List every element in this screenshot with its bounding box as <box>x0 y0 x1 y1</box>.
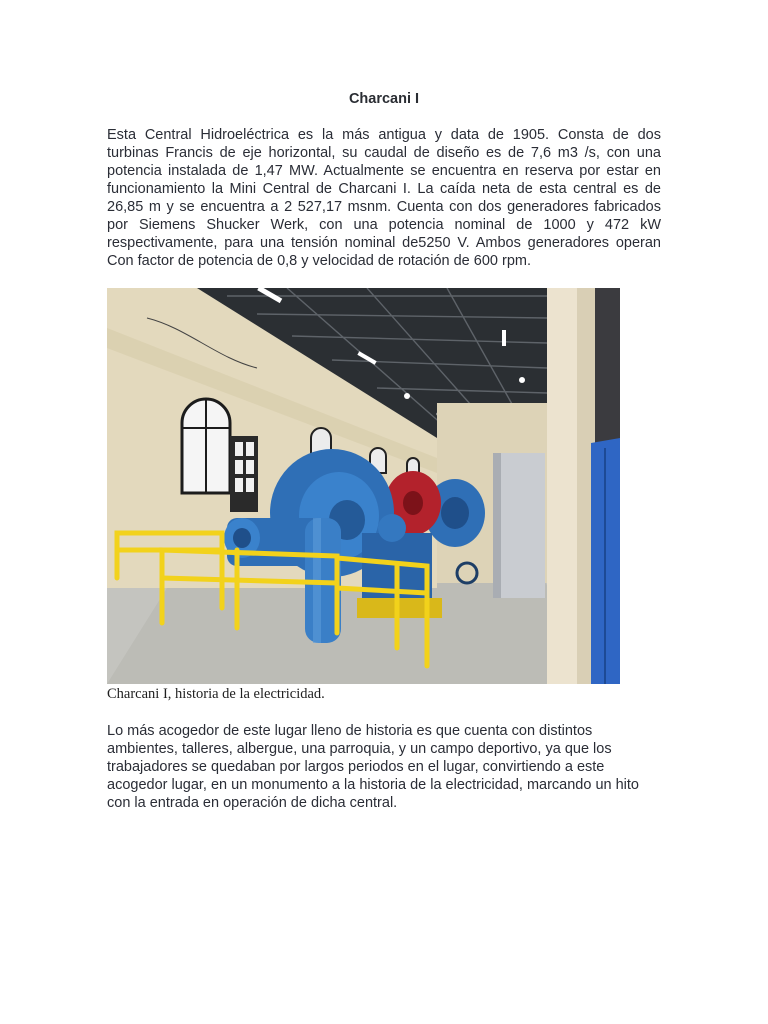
powerhouse-photo <box>107 288 620 684</box>
paragraph-line: turbinas Francis de eje horizontal, su caudal de diseño es de 7,6 m3 /s, con una <box>107 145 661 161</box>
paragraph-line: Lo más acogedor de este lugar lleno de historia es que cuenta con distintos <box>107 723 593 739</box>
paragraph-line: acogedor lugar, en un monumento a la historia de la electricidad, marcando un hito <box>107 777 639 793</box>
paragraph-line: 26,85 m y se encuentra a 2 527,17 msnm. Cuenta con dos generadores fabricados <box>107 199 661 215</box>
paragraph-line: Esta Central Hidroeléctrica es la más antigua y data de 1905. Consta de dos <box>107 127 661 143</box>
paragraph-line: respectivamente, para una tensión nominal de5250 V. Ambos generadores operan <box>107 235 661 251</box>
paragraph-line: con la entrada en operación de dicha central. <box>107 795 398 811</box>
paragraph-line: funcionamiento la Mini Central de Charcani I. La caída neta de esta central es de <box>107 181 661 197</box>
closing-paragraph <box>107 722 661 812</box>
paragraph-line: ambientes, talleres, albergue, una parroquia, y un campo deportivo, ya que los <box>107 741 612 757</box>
paragraph-line: trabajadores se quedaban por largos periodos en el lugar, convirtiendo a este <box>107 759 605 775</box>
paragraph-line: Con factor de potencia de 0,8 y velocidad de rotación de 600 rpm. <box>107 253 531 269</box>
photo-caption: Charcani I, historia de la electricidad. <box>107 686 325 702</box>
intro-paragraph <box>107 126 661 270</box>
paragraph-line: por Siemens Shucker Werk, con una potencia nominal de 1000 y 472 kW <box>107 217 661 233</box>
paragraph-line: potencia instalada de 1,47 MW. Actualmente se encuentra en reserva por estar en <box>107 163 661 179</box>
page-title: Charcani I <box>348 91 420 107</box>
